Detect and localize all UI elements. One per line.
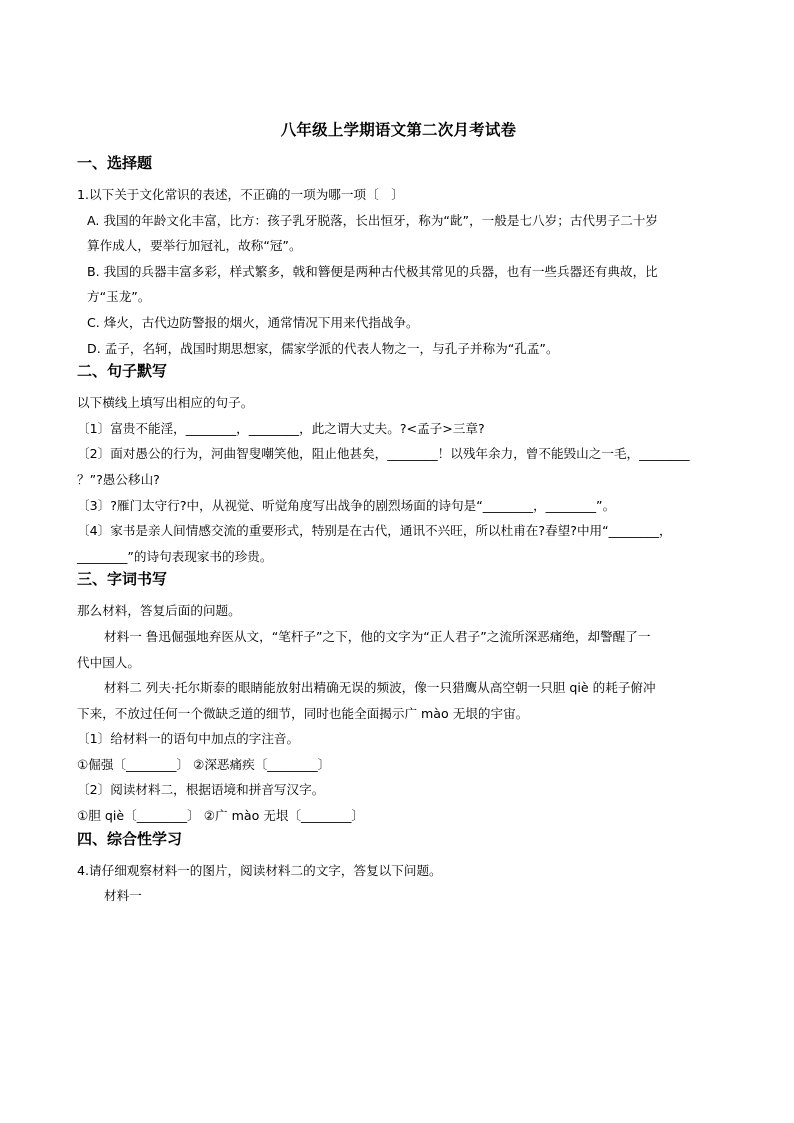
question-4-material-1-label: 材料一: [104, 888, 142, 904]
question-2-item-3: 〔3〕?雁门太守行?中，从视觉、听觉角度写出战争的剧烈场面的诗句是“________，________”。: [77, 497, 616, 513]
section-heading-choice: 一、选择题: [77, 154, 153, 172]
question-1-option-c: C. 烽火，古代边防警报的烟火，通常情况下用来代指战争。: [87, 314, 419, 330]
question-1-stem: 1.以下关于文化常识的表述，不正确的一项为哪一项〔 〕: [77, 187, 404, 202]
question-1-option-d: D. 孟子，名轲，战国时期思想家，儒家学派的代表人物之一，与孔子并称为“孔孟”。: [87, 340, 559, 356]
question-2-intro: 以下横线上填写出相应的句子。: [77, 395, 254, 411]
section-heading-dictation: 二、句子默写: [77, 362, 168, 381]
question-2-item-2-line1: 〔2〕面对愚公的行为，河曲智叟嘲笑他，阻止他甚矣，________！以残年余力，曾不能毁山之一毛，________: [77, 446, 690, 462]
material-2-line2: 下来，不放过任何一个微缺乏道的细节，同时也能全面揭示广 mào 无垠的宇宙。: [77, 705, 529, 721]
question-3-part-2-answers: ①胆 qiè〔________〕 ②广 mào 无垠〔________〕: [77, 808, 365, 824]
question-1-option-b-line2: 方“玉龙”。: [87, 289, 151, 305]
material-1-line2: 代中国人。: [77, 654, 140, 670]
question-2-item-2-line2: ？”?愚公移山?: [77, 471, 160, 487]
question-3-part-1-answers: ①倔强〔________〕 ②深恶痛疾〔________〕: [77, 756, 331, 772]
question-1-option-b-line1: B. 我国的兵器丰富多彩，样式繁多，戟和簪便是两种古代极其常见的兵器，也有一些兵器还有典故，比: [87, 263, 658, 279]
question-2-item-4-line1: 〔4〕家书是亲人间情感交流的重要形式，特别是在古代，通讯不兴旺，所以杜甫在?春望?中用“________，: [77, 523, 672, 539]
material-1-line1: 材料一 鲁迅倔强地弃医从文，“笔杆子”之下，他的文字为“正人君子”之流所深恶痛绝，却警醒了一: [104, 628, 651, 644]
page-title: 八年级上学期语文第二次月考试卷: [280, 121, 517, 139]
question-1-option-a-line2: 算作成人，要举行加冠礼，故称“冠”。: [87, 238, 302, 254]
section-heading-comprehensive: 四、综合性学习: [77, 829, 183, 848]
question-3-intro: 那么材料，答复后面的问题。: [77, 603, 241, 619]
question-1-option-a-line1: A. 我国的年龄文化丰富，比方：孩子乳牙脱落，长出恒牙，称为“龀”，一般是七八岁；古代男子二十岁: [87, 212, 658, 228]
question-3-part-2: 〔2〕阅读材料二，根据语境和拼音写汉字。: [77, 782, 325, 798]
section-heading-vocabulary: 三、字词书写: [77, 570, 168, 589]
question-4-stem: 4.请仔细观察材料一的图片，阅读材料二的文字，答复以下问题。: [77, 862, 442, 878]
question-3-part-1: 〔1〕给材料一的语句中加点的字注音。: [77, 731, 300, 747]
material-2-line1: 材料二 列夫·托尔斯泰的眼睛能放射出精确无误的频波，像一只猎鹰从高空朝一只胆 qiè 的耗子俯冲: [104, 680, 656, 696]
question-2-item-1: 〔1〕富贵不能淫，________，________，此之谓大丈夫。?<孟子>三章?: [77, 420, 485, 436]
question-2-item-4-line2: ________”的诗句表现家书的珍贵。: [77, 548, 273, 564]
